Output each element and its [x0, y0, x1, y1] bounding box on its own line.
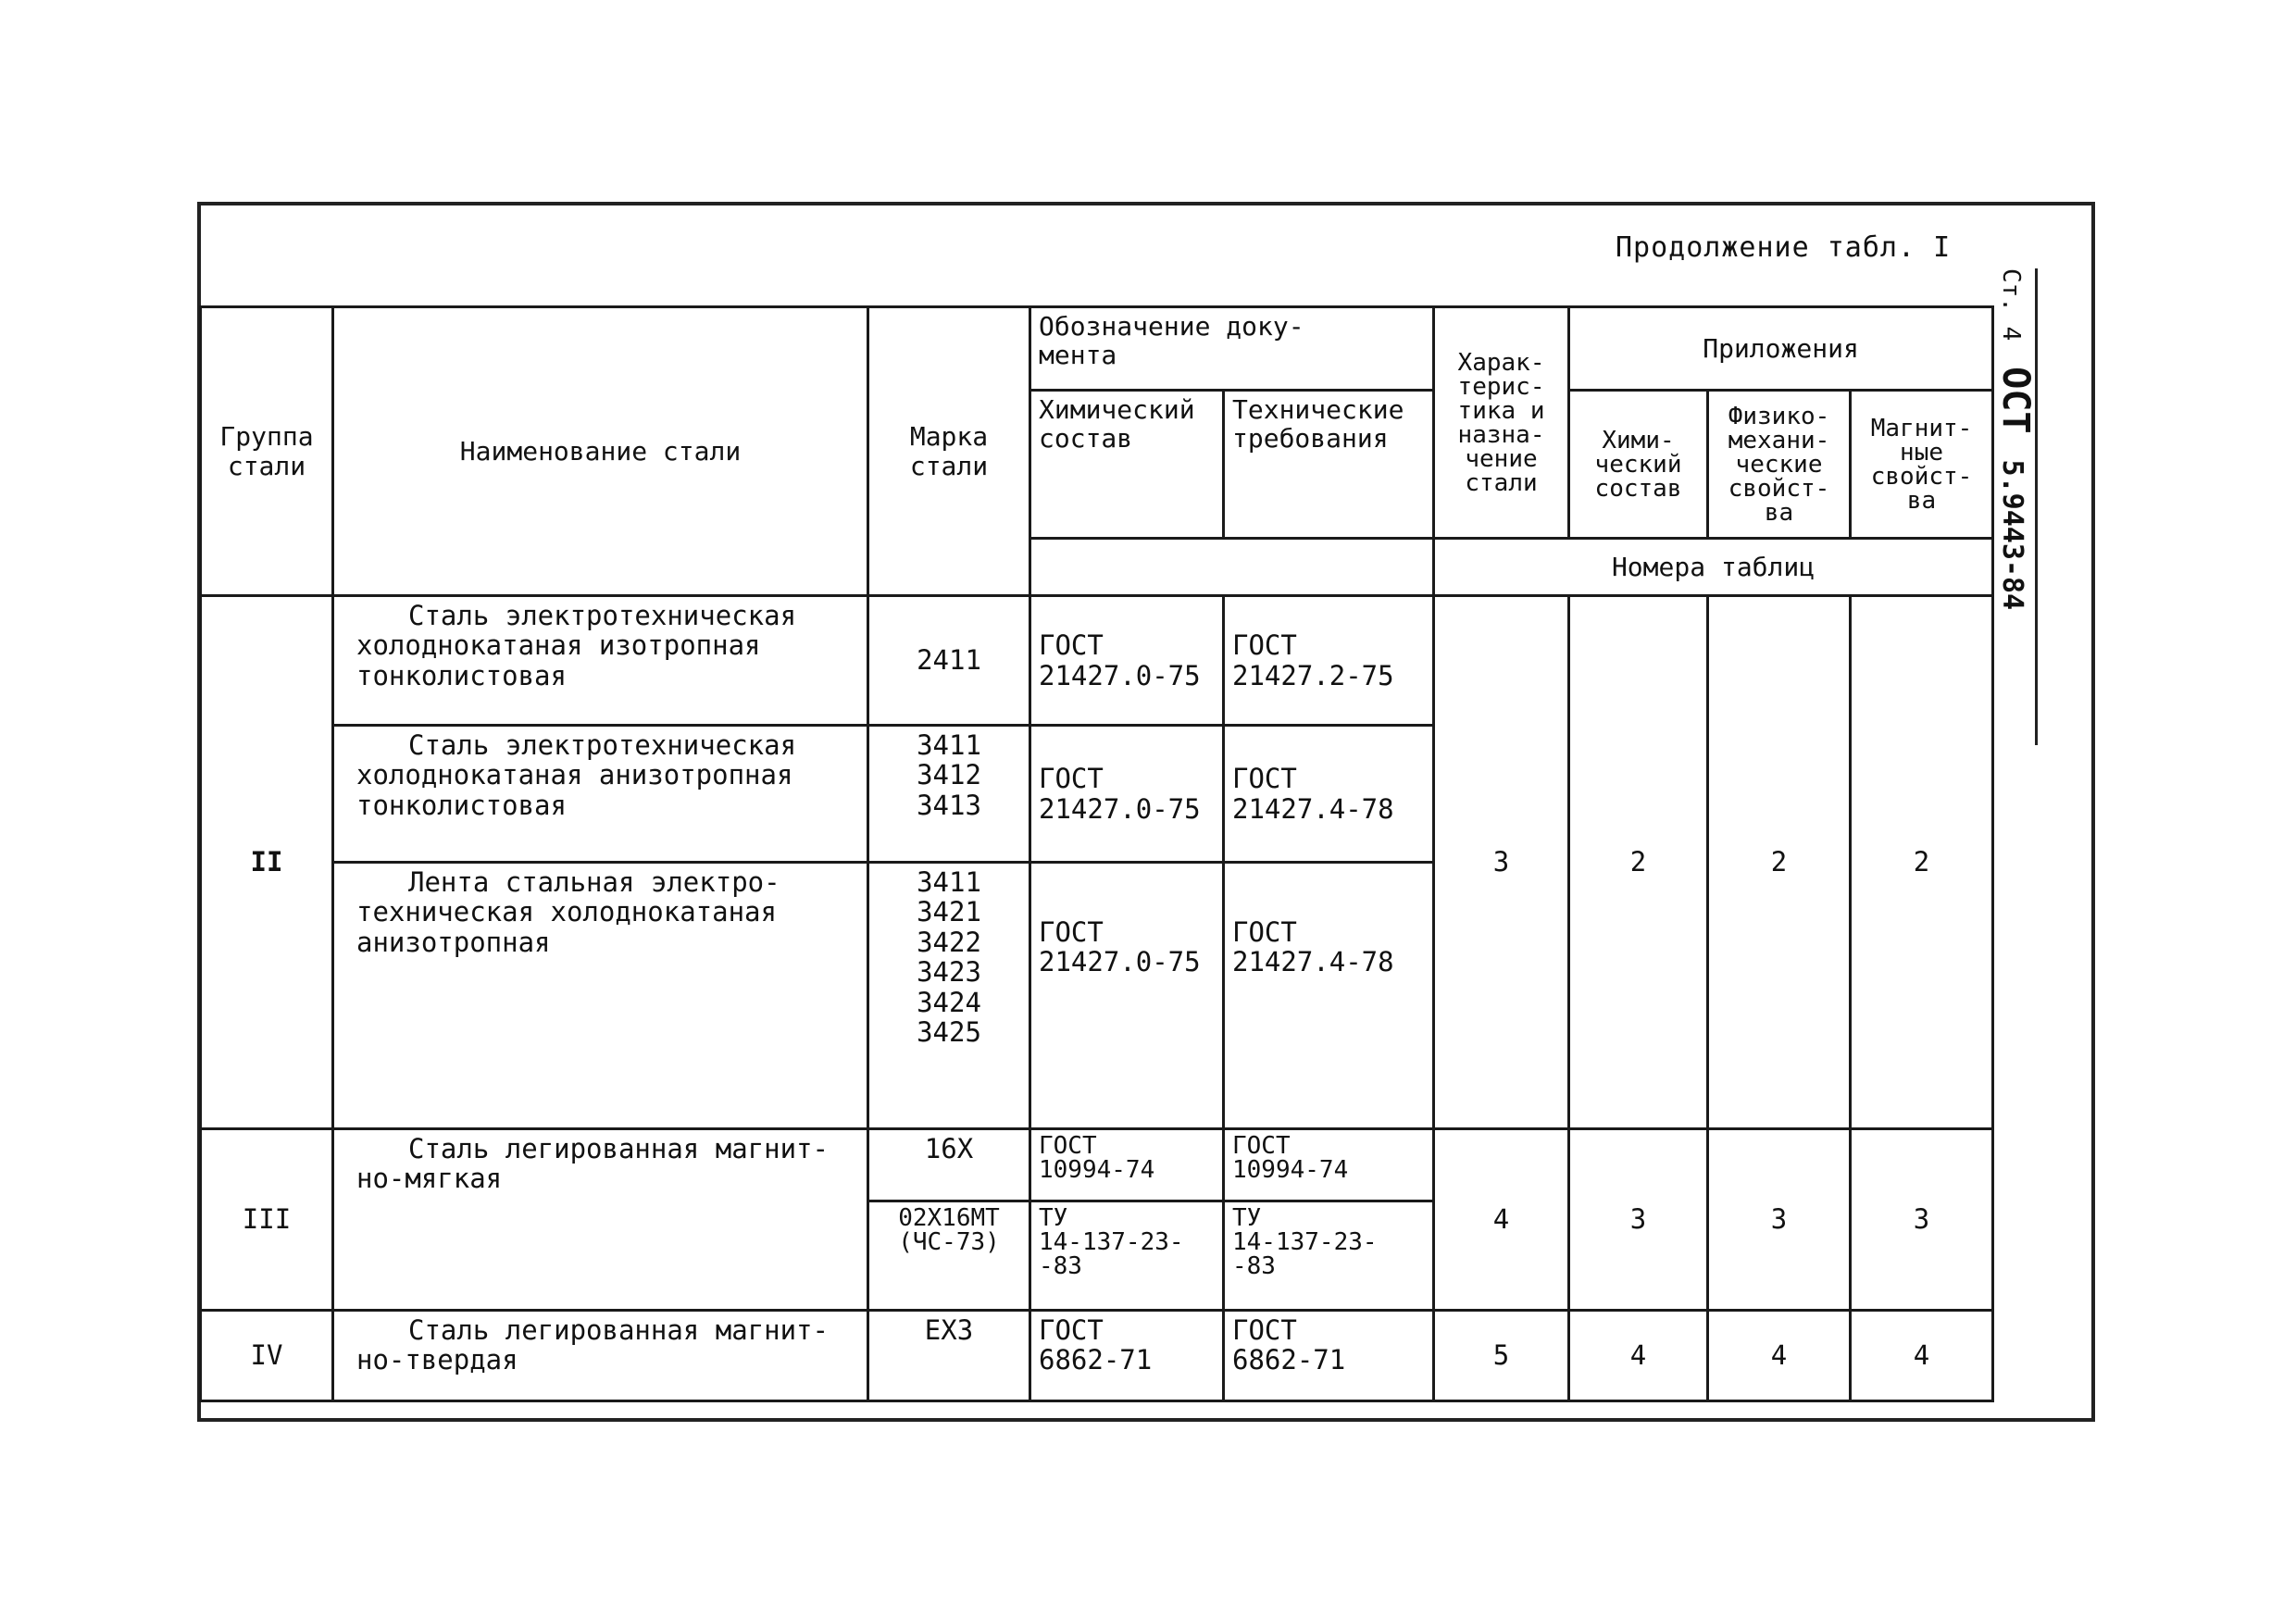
frame-top-line: [197, 202, 2095, 205]
num-app-phys: 3: [1708, 1129, 1851, 1311]
doc-chem: ТУ 14-137-23- -83: [1030, 1201, 1224, 1311]
doc-tech: ГОСТ 21427.4-78: [1224, 726, 1434, 863]
header-grade: Марка стали: [868, 307, 1030, 596]
header-group: Группа стали: [201, 307, 333, 596]
doc-tech: ГОСТ 21427.2-75: [1224, 596, 1434, 726]
standard-code: 5.9443-84: [1996, 459, 2028, 611]
num-app-chem: 3: [1569, 1129, 1708, 1311]
header-purpose: Харак- терис- тика и назна- чение стали: [1434, 307, 1569, 539]
steel-table: [199, 305, 1994, 1402]
num-purpose: 3: [1434, 596, 1569, 1129]
table-row: [201, 1311, 1993, 1401]
steel-name: Сталь легированная магнит- но-твердая: [333, 1311, 868, 1401]
side-stamp: [1994, 268, 2037, 611]
doc-chem: ГОСТ 6862-71: [1030, 1311, 1224, 1401]
group-cell: II: [201, 596, 333, 1129]
steel-name: Сталь электротехническая холоднокатаная изотропная тонколистовая: [333, 596, 868, 726]
steel-grade: 16Х: [868, 1129, 1030, 1201]
header-tech: Технические требования: [1224, 391, 1434, 539]
num-app-chem: 2: [1569, 596, 1708, 1129]
steel-grade: 3411 3412 3413: [868, 726, 1030, 863]
doc-chem: ГОСТ 21427.0-75: [1030, 596, 1224, 726]
header-app-magn: Магнит- ные свойст- ва: [1851, 391, 1993, 539]
num-app-phys: 2: [1708, 596, 1851, 1129]
doc-chem: ГОСТ 10994-74: [1030, 1129, 1224, 1201]
doc-tech: ГОСТ 6862-71: [1224, 1311, 1434, 1401]
frame-right-line: [2091, 202, 2095, 1422]
header-table-numbers: Номера таблиц: [1434, 539, 1993, 596]
doc-chem: ГОСТ 21427.0-75: [1030, 726, 1224, 863]
sheet-number: Ст. 4: [1997, 268, 2025, 342]
header-document: Обозначение доку- мента: [1030, 307, 1434, 391]
steel-name: Сталь легированная магнит- но-мягкая: [333, 1129, 868, 1311]
header-appendix: Приложения: [1569, 307, 1993, 391]
doc-tech: ТУ 14-137-23- -83: [1224, 1201, 1434, 1311]
num-app-chem: 4: [1569, 1311, 1708, 1401]
group-cell: IV: [201, 1311, 333, 1401]
header-app-chem: Хими- ческий состав: [1569, 391, 1708, 539]
header-name: Наименование стали: [333, 307, 868, 596]
num-app-phys: 4: [1708, 1311, 1851, 1401]
steel-grade: 02Х16МТ (ЧС-73): [868, 1201, 1030, 1311]
table-row: [201, 1129, 1993, 1201]
header-doc-blank: [1030, 539, 1434, 596]
frame-bottom-line: [197, 1418, 2095, 1422]
standard-label: ОСТ: [1994, 367, 2037, 434]
table-row: [201, 596, 1993, 726]
doc-chem: ГОСТ 21427.0-75: [1030, 863, 1224, 1129]
num-app-magn: 3: [1851, 1129, 1993, 1311]
num-app-magn: 2: [1851, 596, 1993, 1129]
steel-grade: 3411 3421 3422 3423 3424 3425: [868, 863, 1030, 1129]
doc-tech: ГОСТ 21427.4-78: [1224, 863, 1434, 1129]
num-purpose: 5: [1434, 1311, 1569, 1401]
header-app-phys: Физико- механи- ческие свойст- ва: [1708, 391, 1851, 539]
num-purpose: 4: [1434, 1129, 1569, 1311]
group-cell: III: [201, 1129, 333, 1311]
header-chem: Химический состав: [1030, 391, 1224, 539]
header-row-1: [201, 307, 1993, 391]
steel-name: Сталь электротехническая холоднокатаная анизотропная тонколистовая: [333, 726, 868, 863]
steel-name: Лента стальная электро- техническая холоднокатаная анизотропная: [333, 863, 868, 1129]
continuation-caption: Продолжение табл. I: [1616, 231, 1952, 264]
num-app-magn: 4: [1851, 1311, 1993, 1401]
steel-grade: 2411: [868, 596, 1030, 726]
steel-grade: ЕХ3: [868, 1311, 1030, 1401]
doc-tech: ГОСТ 10994-74: [1224, 1129, 1434, 1201]
